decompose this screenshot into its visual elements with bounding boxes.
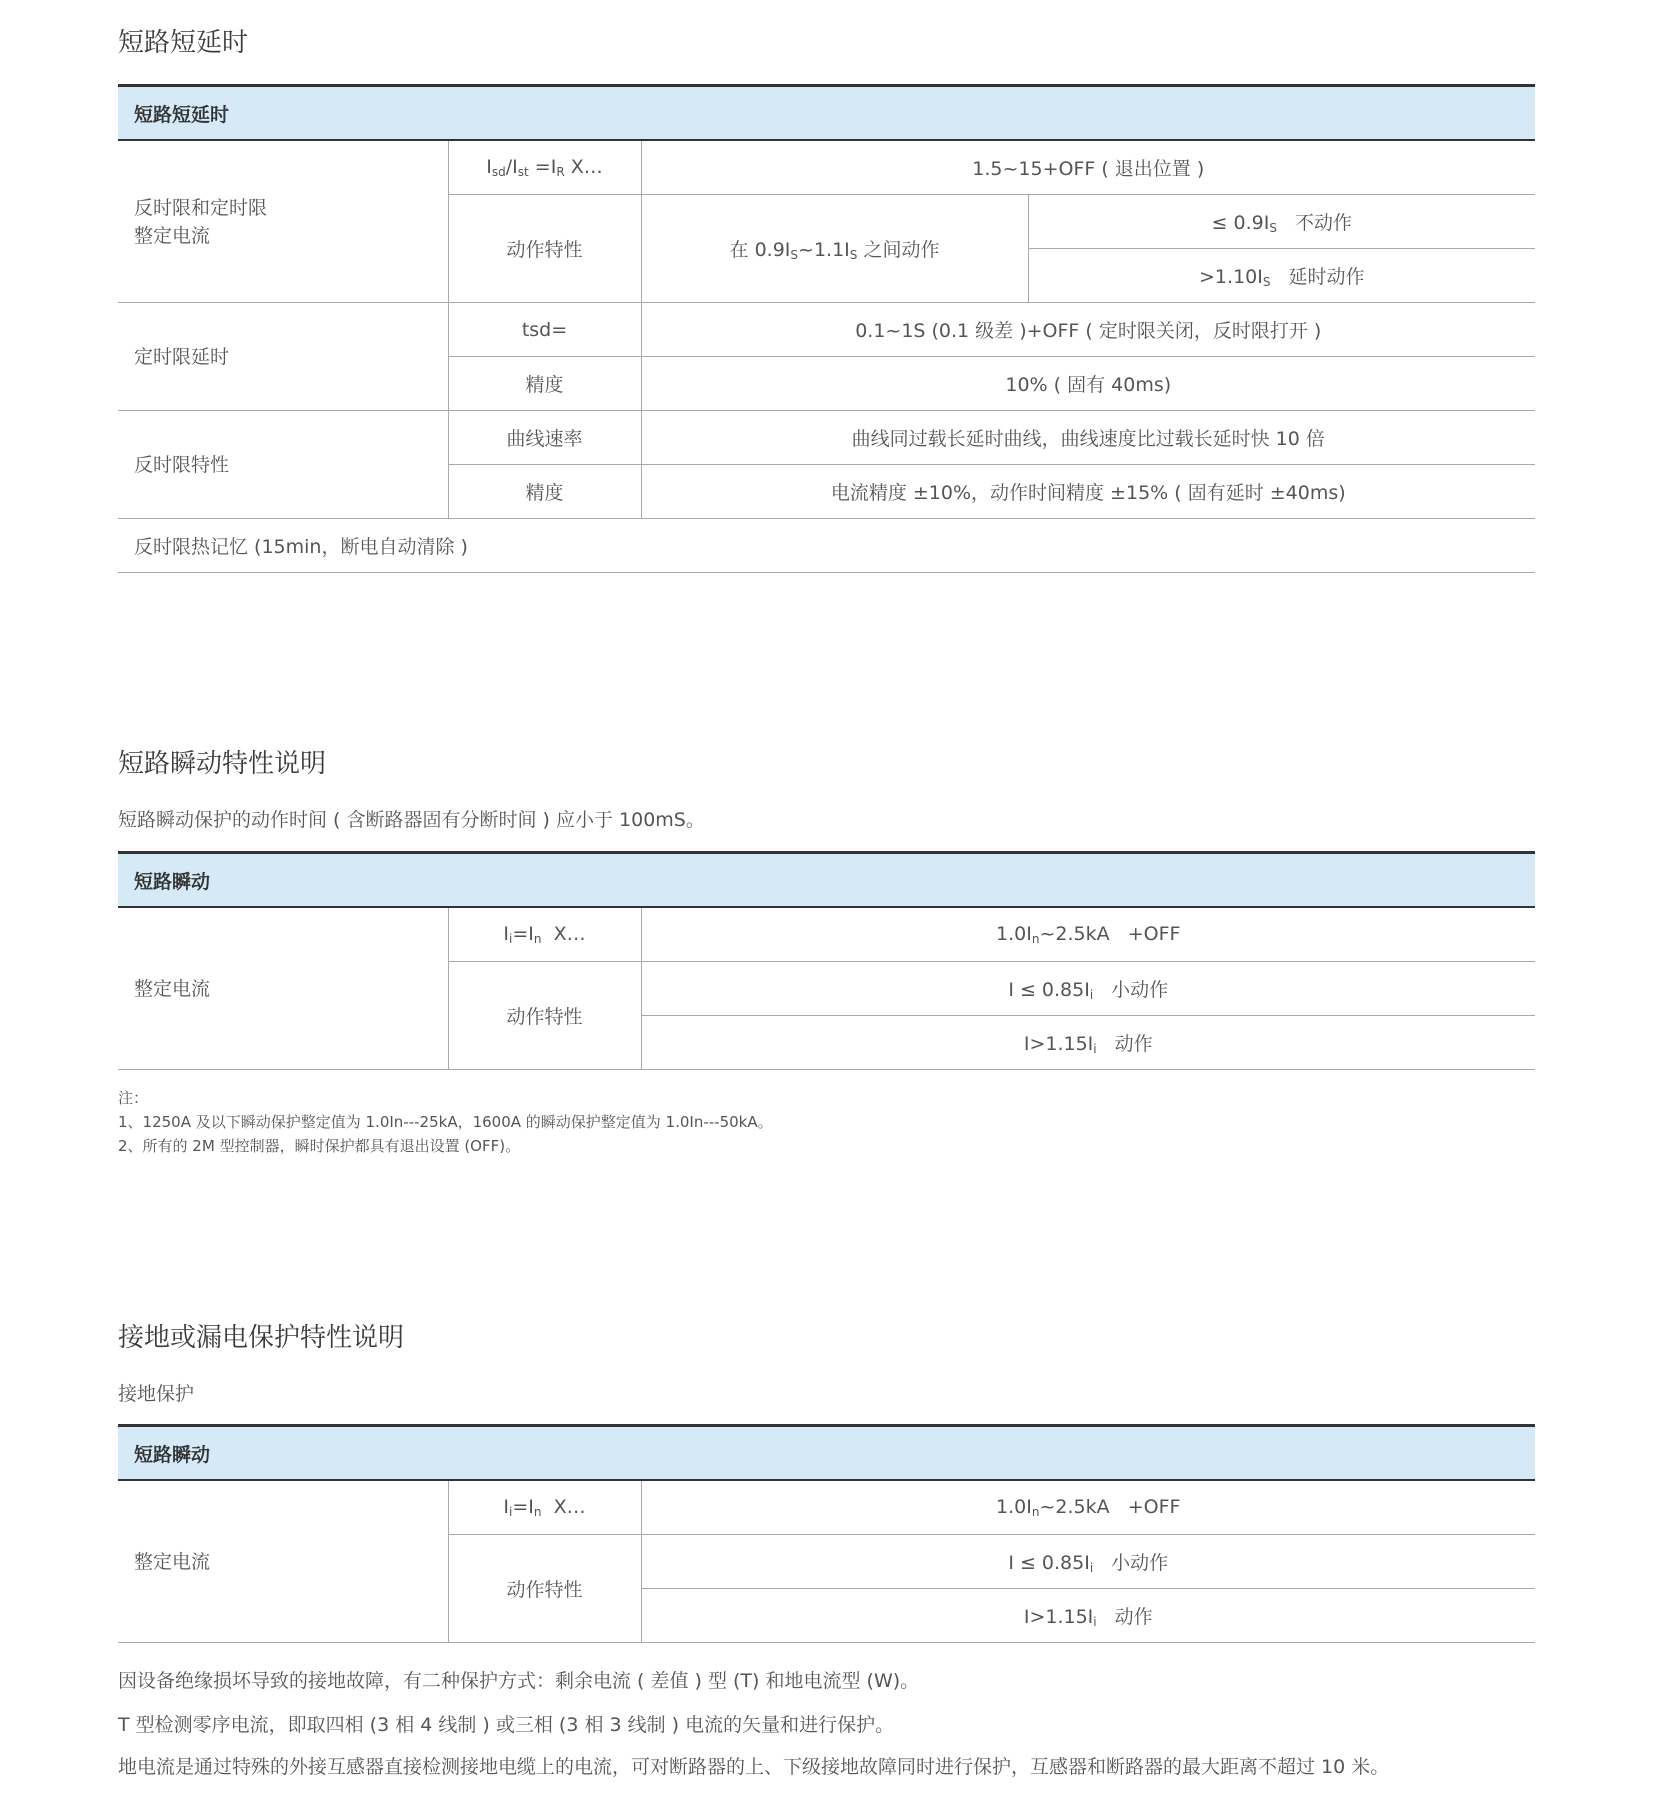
value-text: 动作	[1114, 1606, 1153, 1628]
section-title-short-delay: 短路短延时	[118, 28, 249, 58]
tsd-label: tsd=	[448, 303, 641, 357]
group-label-setting-current	[118, 140, 448, 303]
small-action-value	[641, 1535, 1535, 1589]
table-row	[118, 907, 1535, 962]
label-text: I	[503, 923, 509, 945]
group-label-line: 反时限和定时限	[134, 196, 268, 219]
table-row	[118, 1480, 1535, 1535]
table-row	[118, 411, 1535, 465]
value-sub: S	[790, 248, 799, 262]
label-text: =I	[512, 923, 534, 945]
group-label-inverse-characteristic: 反时限特性	[118, 411, 448, 519]
precision-value: 电流精度 ±10%，动作时间精度 ±15% ( 固有延时 ±40ms)	[641, 465, 1535, 519]
precision-label: 精度	[448, 465, 641, 519]
value-text: 小动作	[1111, 979, 1169, 1001]
value-text: I>1.15I	[1023, 1033, 1094, 1055]
isd-sub: R	[556, 165, 565, 179]
curve-rate-value: 曲线同过载长延时曲线，曲线速度比过载长延时快 10 倍	[641, 411, 1535, 465]
label-text: =I	[512, 1496, 534, 1518]
paragraph: 地电流是通过特殊的外接互感器直接检测接地电缆上的电流，可对断路器的上、下级接地故障同时进行保护，互感器和断路器的最大距离不超过 10 米。	[118, 1756, 1390, 1778]
group-label-line: 整定电流	[134, 224, 211, 247]
table-header-row	[118, 853, 1535, 908]
small-action-value	[641, 962, 1535, 1016]
value-sub: i	[1093, 1042, 1097, 1056]
action-characteristic-label: 动作特性	[448, 1535, 641, 1643]
value-text: 1.0I	[996, 923, 1032, 945]
ground-protection-table	[118, 1424, 1535, 1643]
action-range-value	[641, 195, 1028, 303]
ii-value	[641, 1480, 1535, 1535]
group-label-setting-current: 整定电流	[118, 1480, 448, 1643]
value-text: >1.10I	[1199, 266, 1263, 288]
isd-sub: sd	[491, 165, 506, 179]
notes-block	[118, 1086, 773, 1158]
group-label-setting-current: 整定电流	[118, 907, 448, 1070]
isd-text: X…	[564, 156, 603, 178]
value-text: 小动作	[1111, 1552, 1169, 1574]
group-label-definite-delay: 定时限延时	[118, 303, 448, 411]
table-header: 短路瞬动	[118, 853, 1535, 908]
precision-value: 10% ( 固有 40ms)	[641, 357, 1535, 411]
isd-sub: st	[517, 165, 529, 179]
value-sub: S	[1262, 275, 1271, 289]
value-sub: S	[849, 248, 858, 262]
tsd-value: 0.1~1S (0.1 级差 )+OFF ( 定时限关闭，反时限打开 )	[641, 303, 1535, 357]
action-characteristic-label: 动作特性	[448, 962, 641, 1070]
table-header: 短路瞬动	[118, 1426, 1535, 1481]
section-title-instantaneous: 短路瞬动特性说明	[118, 749, 327, 779]
value-text: ~2.5kA +OFF	[1039, 1496, 1181, 1518]
value-text: 不动作	[1294, 212, 1352, 234]
value-text: I>1.15I	[1023, 1606, 1094, 1628]
note-item: 2、所有的 2M 型控制器，瞬时保护都具有退出设置 (OFF)。	[118, 1137, 521, 1155]
section-description: 接地保护	[118, 1383, 195, 1405]
label-text: X…	[541, 923, 586, 945]
value-sub: n	[1031, 1505, 1040, 1519]
action-value	[641, 1016, 1535, 1070]
label-sub: i	[509, 932, 513, 946]
action-value	[641, 1589, 1535, 1643]
value-text: I ≤ 0.85I	[1008, 1552, 1090, 1574]
isd-text: I	[486, 156, 492, 178]
value-text: 动作	[1114, 1033, 1153, 1055]
table-row	[118, 519, 1535, 573]
label-text: X…	[541, 1496, 586, 1518]
note-title: 注：	[118, 1089, 149, 1107]
section-description: 短路瞬动保护的动作时间 ( 含断路器固有分断时间 ) 应小于 100mS。	[118, 809, 705, 831]
value-sub: i	[1093, 1615, 1097, 1629]
value-text: 延时动作	[1288, 266, 1365, 288]
paragraph: T 型检测零序电流，即取四相 (3 相 4 线制 ) 或三相 (3 相 3 线制 ) 电流的矢量和进行保护。	[118, 1714, 895, 1736]
isd-label	[448, 140, 641, 195]
short-delay-table	[118, 84, 1535, 573]
value-text: 1.0I	[996, 1496, 1032, 1518]
isd-text: =I	[528, 156, 557, 178]
paragraph: 因设备绝缘损坏导致的接地故障，有二种保护方式：剩余电流 ( 差值 ) 型 (T) 和地电流型 (W)。	[118, 1670, 920, 1692]
thermal-memory-row: 反时限热记忆 (15min，断电自动清除 )	[118, 519, 1535, 573]
table-header-row	[118, 1426, 1535, 1481]
value-sub: i	[1089, 1561, 1094, 1575]
label-text: I	[503, 1496, 509, 1518]
ii-label	[448, 907, 641, 962]
instantaneous-table	[118, 851, 1535, 1070]
value-text: 在 0.9I	[729, 239, 791, 261]
isd-text: /I	[505, 156, 518, 178]
table-row	[118, 303, 1535, 357]
table-header-row	[118, 86, 1535, 141]
value-text: ~1.1I	[798, 239, 850, 261]
precision-label: 精度	[448, 357, 641, 411]
value-text: ≤ 0.9I	[1211, 212, 1270, 234]
value-text: I ≤ 0.85I	[1008, 979, 1090, 1001]
table-header: 短路短延时	[118, 86, 1535, 141]
value-text: 之间动作	[857, 239, 940, 261]
ii-value	[641, 907, 1535, 962]
label-sub: n	[533, 932, 542, 946]
no-action-value	[1028, 195, 1535, 249]
value-sub: n	[1031, 932, 1040, 946]
delay-action-value	[1028, 249, 1535, 303]
label-sub: n	[533, 1505, 542, 1519]
note-item: 1、1250A 及以下瞬动保护整定值为 1.0In---25kA，1600A 的瞬动保护整定值为 1.0In---50kA。	[118, 1113, 773, 1131]
value-text: ~2.5kA +OFF	[1039, 923, 1181, 945]
action-characteristic-label: 动作特性	[448, 195, 641, 303]
value-sub: S	[1269, 221, 1277, 235]
isd-value: 1.5~15+OFF ( 退出位置 )	[641, 140, 1535, 195]
label-sub: i	[509, 1505, 513, 1519]
curve-rate-label: 曲线速率	[448, 411, 641, 465]
ii-label	[448, 1480, 641, 1535]
section-title-ground-fault: 接地或漏电保护特性说明	[118, 1323, 405, 1353]
value-sub: i	[1089, 988, 1094, 1002]
table-row	[118, 140, 1535, 195]
